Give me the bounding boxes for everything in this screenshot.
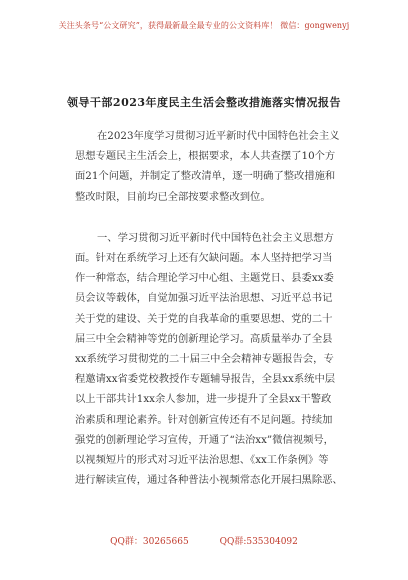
paragraph-line: 治素质和理论素养。针对创新宣传还有不足问题。持续加 xyxy=(75,413,333,426)
paragraph-line: 整改时限，目前均已全部按要求整改到位。 xyxy=(75,190,271,203)
qq-group-1: QQ群：30265665 xyxy=(110,537,189,547)
paragraph-line: 进行解读宣传，通过各种普法小视频常态化开展扫黑除恶、 xyxy=(75,474,343,487)
qq-group-2: QQ群:535304092 xyxy=(219,537,298,547)
document-body xyxy=(75,126,345,490)
paragraph-line: xx系统学习贯彻党的二十届三中全会精神专题报告会，专 xyxy=(75,353,334,366)
paragraph-line: 员会议等载体，自觉加强习近平法治思想、习近平总书记 xyxy=(75,292,333,305)
paragraph-line: 面。针对在系统学习上还有欠缺问题。本人坚持把学习当 xyxy=(75,252,333,265)
paragraph-line: 在2023年度学习贯彻习近平新时代中国特色社会主义 xyxy=(97,130,340,142)
paragraph-line: 关于党的建设、关于党的自我革命的重要思想、党的二十 xyxy=(75,312,333,325)
paragraph-line: 届三中全会精神等党的创新理论学习。高质量举办了全县 xyxy=(75,332,333,345)
paragraph-line: 以上干部共计1xx余人参加，进一步提升了全县xx干警政 xyxy=(75,393,332,406)
intro-paragraph xyxy=(75,126,345,207)
document-title: 领导干部2023年度民主生活会整改措施落实情况报告 xyxy=(66,96,342,109)
footer-contacts xyxy=(0,534,408,547)
paragraph-line: 思想专题民主生活会上，根据要求，本人共查摆了10个方 xyxy=(75,150,336,163)
paragraph-line: 强党的创新理论学习宣传，开通了“法治xx”微信视频号， xyxy=(75,433,334,446)
paragraph-line: 作一种常态，结合理论学习中心组、主题党日、县委xx委 xyxy=(75,272,334,285)
paragraph-line: 一、学习贯彻习近平新时代中国特色社会主义思想方 xyxy=(97,231,334,244)
paragraph-line: 程邀请xx省委党校教授作专题辅导报告，全县xx系统中层 xyxy=(75,373,336,386)
section-one-paragraph xyxy=(75,228,345,491)
paragraph-gap xyxy=(75,207,345,228)
paragraph-line: 面21个问题，并制定了整改清单，逐一明确了整改措施和 xyxy=(75,170,336,183)
paragraph-line: 以视频短片的形式对习近平法治思想、《xx工作条例》等 xyxy=(75,454,329,467)
promo-banner: 关注头条号“公文研究”，获得最新最全最专业的公文资料库！ 微信：gongwenyj xyxy=(58,21,350,30)
